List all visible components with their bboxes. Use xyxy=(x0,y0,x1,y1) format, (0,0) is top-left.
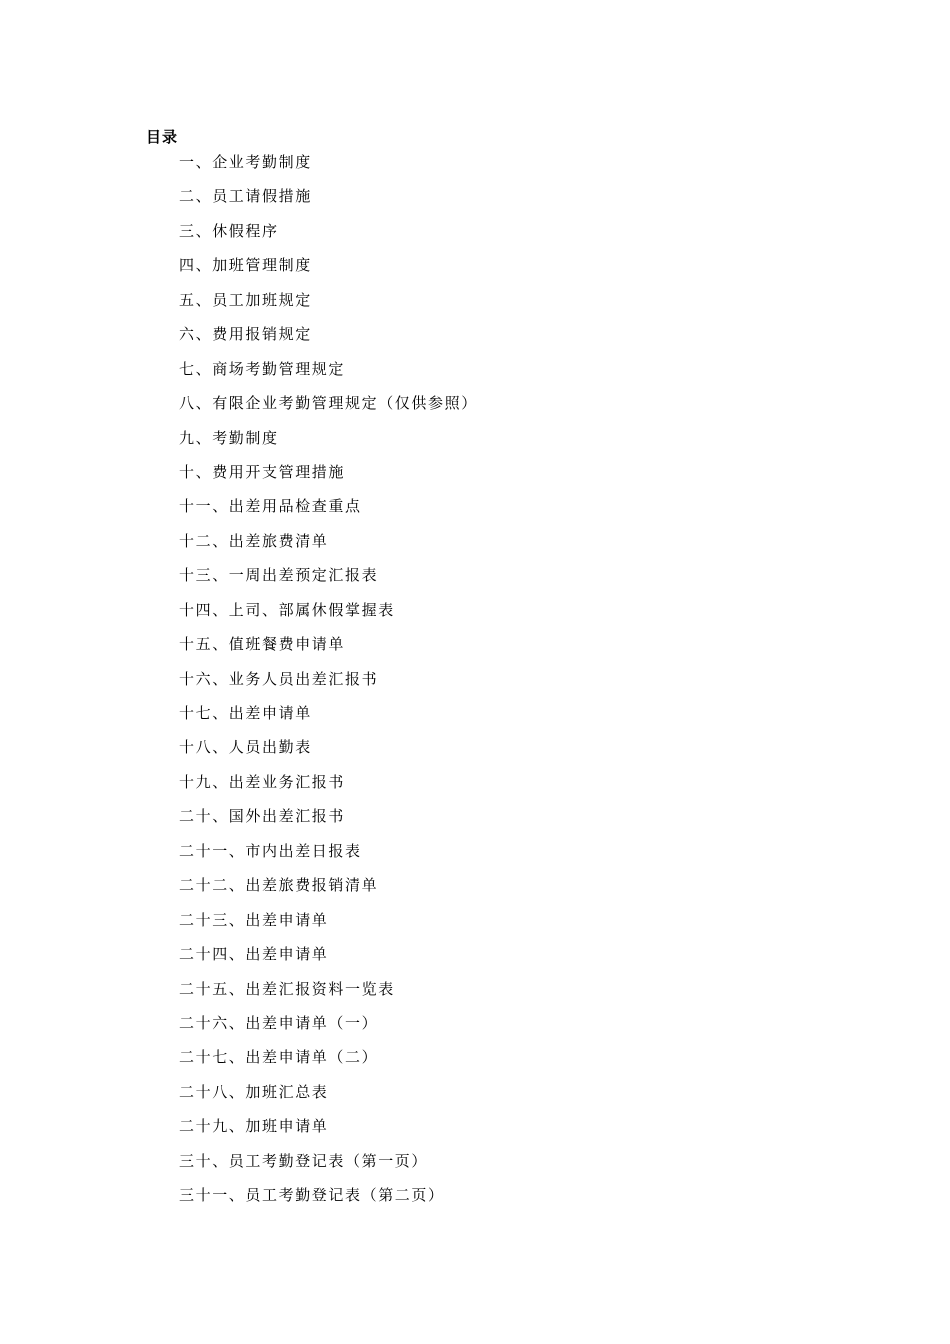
toc-item: 二十七、出差申请单（二） xyxy=(179,1048,379,1067)
toc-item: 十二、出差旅费清单 xyxy=(179,531,329,550)
toc-item: 二十九、加班申请单 xyxy=(179,1117,329,1136)
toc-item: 十四、上司、部属休假掌握表 xyxy=(179,600,395,619)
toc-item: 六、费用报销规定 xyxy=(179,325,312,344)
toc-item: 十九、出差业务汇报书 xyxy=(179,772,346,791)
toc-item: 二十六、出差申请单（一） xyxy=(179,1013,379,1032)
toc-item: 二十二、出差旅费报销清单 xyxy=(179,876,379,895)
toc-item: 十五、值班餐费申请单 xyxy=(179,635,346,654)
toc-item: 十八、人员出勤表 xyxy=(179,738,312,757)
toc-item: 十、费用开支管理措施 xyxy=(179,462,346,481)
toc-item: 三十一、员工考勤登记表（第二页） xyxy=(179,1186,445,1205)
toc-list xyxy=(179,151,478,1219)
toc-item: 九、考勤制度 xyxy=(179,428,279,447)
toc-item: 十六、业务人员出差汇报书 xyxy=(179,669,379,688)
toc-item: 十七、出差申请单 xyxy=(179,704,312,722)
toc-item: 五、员工加班规定 xyxy=(179,290,312,309)
toc-item: 二十一、市内出差日报表 xyxy=(179,841,362,860)
toc-item: 十三、一周出差预定汇报表 xyxy=(179,566,379,585)
toc-item: 二、员工请假措施 xyxy=(179,187,312,206)
toc-item: 八、有限企业考勤管理规定（仅供参照） xyxy=(179,394,478,413)
toc-item: 四、加班管理制度 xyxy=(179,256,312,275)
toc-item: 二十三、出差申请单 xyxy=(179,910,329,929)
toc-item: 三十、员工考勤登记表（第一页） xyxy=(179,1151,429,1170)
toc-item: 七、商场考勤管理规定 xyxy=(179,359,346,378)
toc-title: 目录 xyxy=(146,128,179,146)
toc-item: 三、休假程序 xyxy=(179,221,279,240)
toc-item: 十一、出差用品检查重点 xyxy=(179,497,362,516)
toc-item: 二十、国外出差汇报书 xyxy=(179,807,346,826)
toc-item: 二十八、加班汇总表 xyxy=(179,1082,329,1101)
toc-item: 二十四、出差申请单 xyxy=(179,945,329,964)
toc-item: 二十五、出差汇报资料一览表 xyxy=(179,979,395,998)
toc-item: 一、企业考勤制度 xyxy=(179,153,312,171)
